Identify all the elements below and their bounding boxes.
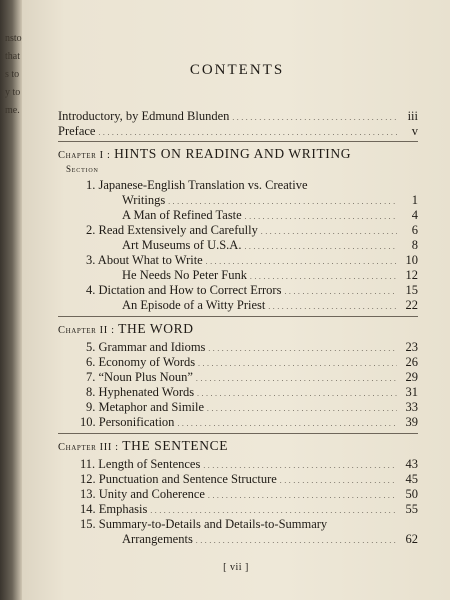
toc-page-number: iii bbox=[407, 109, 418, 123]
toc-entry-title: 4. Dictation and How to Correct Errors bbox=[86, 283, 282, 297]
toc-page-number: 6 bbox=[411, 223, 418, 237]
toc-page-number: 43 bbox=[405, 457, 418, 471]
toc-page-number: 29 bbox=[405, 370, 418, 384]
toc-entry-preface[interactable] bbox=[58, 123, 418, 141]
dot-leader bbox=[268, 297, 397, 315]
toc-entry-title: Writings bbox=[122, 193, 166, 207]
adjacent-page-text: s to bbox=[5, 69, 20, 80]
toc-page-number: 31 bbox=[405, 385, 418, 399]
toc-entry-title: 3. About What to Write bbox=[86, 253, 203, 267]
chapter-heading-1[interactable] bbox=[58, 146, 351, 162]
chapter-heading-3[interactable] bbox=[58, 438, 228, 454]
toc-page-number: 15 bbox=[405, 283, 418, 297]
toc-page-number: 62 bbox=[405, 532, 418, 546]
toc-entry-title: 5. Grammar and Idioms bbox=[86, 340, 206, 354]
toc-page-number: 22 bbox=[405, 298, 418, 312]
toc-page-number: 45 bbox=[405, 472, 418, 486]
adjacent-page-text: me. bbox=[5, 105, 20, 116]
page-title: CONTENTS bbox=[189, 62, 285, 78]
toc-page-number: 1 bbox=[411, 193, 418, 207]
divider bbox=[58, 141, 418, 142]
toc-entry-title: 11. Length of Sentences bbox=[80, 457, 201, 471]
toc-page-number: 26 bbox=[405, 355, 418, 369]
toc-entry[interactable] bbox=[80, 414, 418, 432]
toc-entry-title: 12. Punctuation and Sentence Structure bbox=[80, 472, 277, 486]
toc-entry-title: 7. “Noun Plus Noun” bbox=[86, 370, 193, 384]
chapter-heading-2[interactable] bbox=[58, 321, 194, 337]
toc-entry-title: He Needs No Peter Funk bbox=[122, 268, 247, 282]
toc-entry-title[interactable]: 15. Summary-to-Details and Details-to-Summary bbox=[80, 517, 328, 531]
toc-page-number: 4 bbox=[411, 208, 418, 222]
toc-page-number: 10 bbox=[405, 253, 418, 267]
chapter-label: Chapter III : bbox=[58, 442, 119, 453]
toc-entry-title: 10. Personification bbox=[80, 415, 175, 429]
toc-entry-title: An Episode of a Witty Priest bbox=[122, 298, 266, 312]
dot-leader bbox=[196, 531, 397, 549]
toc-page-number: 23 bbox=[405, 340, 418, 354]
chapter-name: THE SENTENCE bbox=[122, 438, 229, 453]
toc-entry-title: 9. Metaphor and Simile bbox=[86, 400, 205, 414]
page-folio: [ vii ] bbox=[223, 562, 249, 573]
toc-entry-title: Introductory, by Edmund Blunden bbox=[58, 109, 230, 123]
toc-entry[interactable] bbox=[122, 297, 418, 315]
adjacent-page-text: y to bbox=[5, 87, 21, 98]
toc-entry-title: Arrangements bbox=[122, 532, 193, 546]
toc-entry-title[interactable]: 1. Japanese-English Translation vs. Creative bbox=[86, 178, 308, 192]
chapter-label: Chapter II : bbox=[58, 325, 115, 336]
adjacent-page-text: that bbox=[5, 51, 20, 62]
toc-page-number: v bbox=[411, 124, 418, 138]
toc-entry-title: 2. Read Extensively and Carefully bbox=[86, 223, 258, 237]
contents-page bbox=[22, 0, 450, 600]
adjacent-page-text: nsto bbox=[5, 33, 22, 44]
dot-leader bbox=[177, 414, 397, 432]
toc-page-number: 33 bbox=[405, 400, 418, 414]
toc-page-number: 50 bbox=[405, 487, 418, 501]
toc-page-number: 39 bbox=[405, 415, 418, 429]
toc-entry-title: 8. Hyphenated Words bbox=[86, 385, 195, 399]
toc-entry-title: Preface bbox=[58, 124, 96, 138]
toc-page-number: 12 bbox=[405, 268, 418, 282]
dot-leader bbox=[98, 123, 397, 141]
section-label: Section bbox=[66, 164, 99, 174]
toc-page-number: 8 bbox=[411, 238, 418, 252]
chapter-label: Chapter I : bbox=[58, 150, 111, 161]
toc-entry-title: A Man of Refined Taste bbox=[122, 208, 242, 222]
divider bbox=[58, 433, 418, 434]
toc-entry-title: 14. Emphasis bbox=[80, 502, 148, 516]
adjacent-page-edge bbox=[0, 0, 22, 600]
chapter-name: HINTS ON READING AND WRITING bbox=[114, 146, 352, 161]
toc-page-number: 55 bbox=[405, 502, 418, 516]
toc-entry-title: Art Museums of U.S.A. bbox=[122, 238, 242, 252]
toc-entry-title: 13. Unity and Coherence bbox=[80, 487, 205, 501]
chapter-name: THE WORD bbox=[118, 321, 194, 336]
toc-entry[interactable] bbox=[122, 531, 418, 549]
toc-entry-title: 6. Economy of Words bbox=[86, 355, 196, 369]
divider bbox=[58, 316, 418, 317]
